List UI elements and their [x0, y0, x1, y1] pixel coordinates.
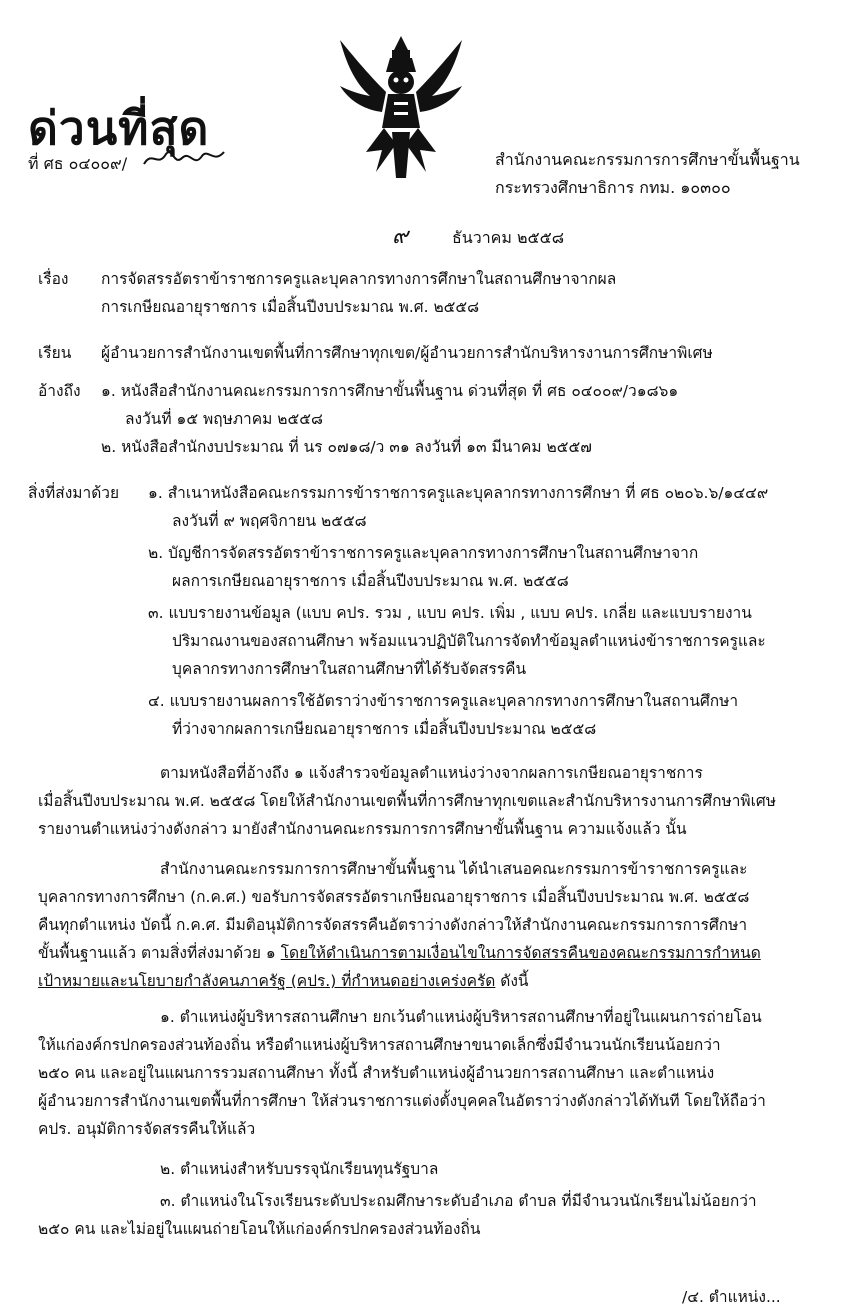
body-text: ดังนี้	[495, 972, 529, 990]
continued-marker: /๔. ตำแหน่ง...	[682, 1288, 781, 1306]
subject-line: การเกษียณอายุราชการ เมื่อสิ้นปีงบประมาณ พ.ศ. ๒๕๕๘	[101, 298, 480, 316]
to-label: เรียน	[38, 344, 72, 362]
body-paragraph-line	[38, 970, 529, 992]
body-paragraph-line: สำนักงานคณะกรรมการการศึกษาขั้นพื้นฐาน ได้นำเสนอคณะกรรมการข้าราชการครูและ	[160, 860, 748, 878]
document-number: ที่ ศธ ๐๔๐๐๙/	[28, 154, 128, 173]
office-ministry: กระทรวงศึกษาธิการ กทม. ๑๐๓๐๐	[495, 178, 731, 197]
condition-line: ผู้อำนวยการสำนักงานเขตพื้นที่การศึกษา ให้ส่วนราชการแต่งตั้งบุคคลในอัตราว่างดังกล่าวได้ทันที โดยให้ถือว่า	[38, 1092, 766, 1110]
condition-line: ๑. ตำแหน่งผู้บริหารสถานศึกษา ยกเว้นตำแหน่งผู้บริหารสถานศึกษาที่อยู่ในแผนการถ่ายโอน	[160, 1008, 762, 1026]
body-paragraph-line: บุคลากรทางการศึกษา (ก.ค.ศ.) ขอรับการจัดสรรอัตราเกษียณอายุราชการ เมื่อสิ้นปีงบประมาณ พ.ศ. ๒๕๕๘	[38, 888, 750, 906]
enclosure-line: ปริมาณงานของสถานศึกษา พร้อมแนวปฏิบัติในการจัดทำข้อมูลตำแหน่งข้าราชการครูและ	[172, 632, 766, 650]
condition-line: ๒๕๐ คน และอยู่ในแผนการรวมสถานศึกษา ทั้งนี้ สำหรับตำแหน่งผู้อำนวยการสถานศึกษา และตำแหน่ง	[38, 1064, 715, 1082]
enclosure-line: บุคลากรทางการศึกษาในสถานศึกษาที่ได้รับจัดสรรคืน	[172, 660, 527, 678]
underlined-condition: โดยให้ดำเนินการตามเงื่อนไขในการจัดสรรคืนของคณะกรรมการกำหนด	[280, 944, 761, 962]
body-paragraph-line: คืนทุกตำแหน่ง บัดนี้ ก.ค.ศ. มีมติอนุมัติการจัดสรรคืนอัตราว่างดังกล่าวให้สำนักงานคณะกรรมการการศึกษา	[38, 916, 748, 934]
subject-line: การจัดสรรอัตราข้าราชการครูและบุคลากรทางการศึกษาในสถานศึกษาจากผล	[101, 270, 617, 288]
enclosures-label: สิ่งที่ส่งมาด้วย	[28, 484, 120, 502]
enclosure-line: ผลการเกษียณอายุราชการ เมื่อสิ้นปีงบประมาณ พ.ศ. ๒๕๕๘	[172, 572, 569, 590]
body-paragraph-line	[38, 942, 761, 964]
condition-line: ๓. ตำแหน่งในโรงเรียนระดับประถมศึกษาระดับอำเภอ ตำบล ที่มีจำนวนนักเรียนไม่น้อยกว่า	[160, 1192, 757, 1210]
enclosure-line: ลงวันที่ ๙ พฤศจิกายน ๒๕๕๘	[172, 512, 367, 530]
reference-item: ๒. หนังสือสำนักงบประมาณ ที่ นร ๐๗๑๘/ว ๓๑ ลงวันที่ ๑๓ มีนาคม ๒๕๕๗	[101, 438, 592, 456]
office-address	[495, 146, 800, 202]
subject-label: เรื่อง	[38, 270, 69, 288]
date-day: ๙	[392, 224, 409, 249]
condition-line: ๒๕๐ คน และไม่อยู่ในแผนถ่ายโอนให้แก่องค์กรปกครองส่วนท้องถิ่น	[38, 1220, 481, 1238]
reference-item: ๑. หนังสือสำนักงานคณะกรรมการการศึกษาขั้นพื้นฐาน ด่วนที่สุด ที่ ศธ ๐๔๐๐๙/ว๑๘๖๑	[101, 382, 679, 400]
condition-line: ๒. ตำแหน่งสำหรับบรรจุนักเรียนทุนรัฐบาล	[160, 1160, 439, 1178]
body-text: ขั้นพื้นฐานแล้ว ตามสิ่งที่ส่งมาด้วย ๑	[38, 944, 281, 962]
to-text: ผู้อำนวยการสำนักงานเขตพื้นที่การศึกษาทุกเขต/ผู้อำนวยการสำนักบริหารงานการศึกษาพิเศษ	[101, 344, 713, 362]
enclosure-line: ๔. แบบรายงานผลการใช้อัตราว่างข้าราชการครูและบุคลากรทางการศึกษาในสถานศึกษา	[148, 692, 739, 710]
handwritten-number-icon	[140, 140, 230, 174]
body-paragraph-line: รายงานตำแหน่งว่างดังกล่าว มายังสำนักงานคณะกรรมการการศึกษาขั้นพื้นฐาน ความแจ้งแล้ว นั้น	[38, 820, 687, 838]
enclosure-line: ที่ว่างจากผลการเกษียณอายุราชการ เมื่อสิ้นปีงบประมาณ ๒๕๕๘	[172, 720, 597, 738]
enclosure-line: ๓. แบบรายงานข้อมูล (แบบ คปร. รวม , แบบ คปร. เพิ่ม , แบบ คปร. เกลี่ย และแบบรายงาน	[148, 604, 752, 622]
office-name: สำนักงานคณะกรรมการการศึกษาขั้นพื้นฐาน	[495, 150, 800, 169]
garuda-emblem-icon	[336, 32, 466, 180]
condition-line: ให้แก่องค์กรปกครองส่วนท้องถิ่น หรือตำแหน่งผู้บริหารสถานศึกษาขนาดเล็กซึ่งมีจำนวนนักเรียนน้อยกว่า	[38, 1036, 721, 1054]
enclosure-line: ๒. บัญชีการจัดสรรอัตราข้าราชการครูและบุคลากรทางการศึกษาในสถานศึกษาจาก	[148, 544, 699, 562]
condition-line: คปร. อนุมัติการจัดสรรคืนให้แล้ว	[38, 1120, 256, 1138]
date: ธันวาคม ๒๕๕๘	[452, 228, 565, 247]
urgent-stamp: ด่วนที่สุด	[28, 101, 210, 155]
body-paragraph-line: เมื่อสิ้นปีงบประมาณ พ.ศ. ๒๕๕๘ โดยให้สำนักงานเขตพื้นที่การศึกษาทุกเขตและสำนักบริหารงานการศึกษาพิเศษ	[38, 792, 776, 810]
body-paragraph-line: ตามหนังสือที่อ้างถึง ๑ แจ้งสำรวจข้อมูลตำแหน่งว่างจากผลการเกษียณอายุราชการ	[160, 764, 703, 782]
reference-item: ลงวันที่ ๑๕ พฤษภาคม ๒๕๕๘	[125, 410, 323, 428]
reference-label: อ้างถึง	[38, 382, 81, 400]
underlined-condition: เป้าหมายและนโยบายกำลังคนภาครัฐ (คปร.) ที่กำหนดอย่างเคร่งครัด	[38, 972, 496, 990]
enclosure-line: ๑. สำเนาหนังสือคณะกรรมการข้าราชการครูและบุคลากรทางการศึกษา ที่ ศธ ๐๒๐๖.๖/๑๔๔๙	[148, 484, 769, 502]
